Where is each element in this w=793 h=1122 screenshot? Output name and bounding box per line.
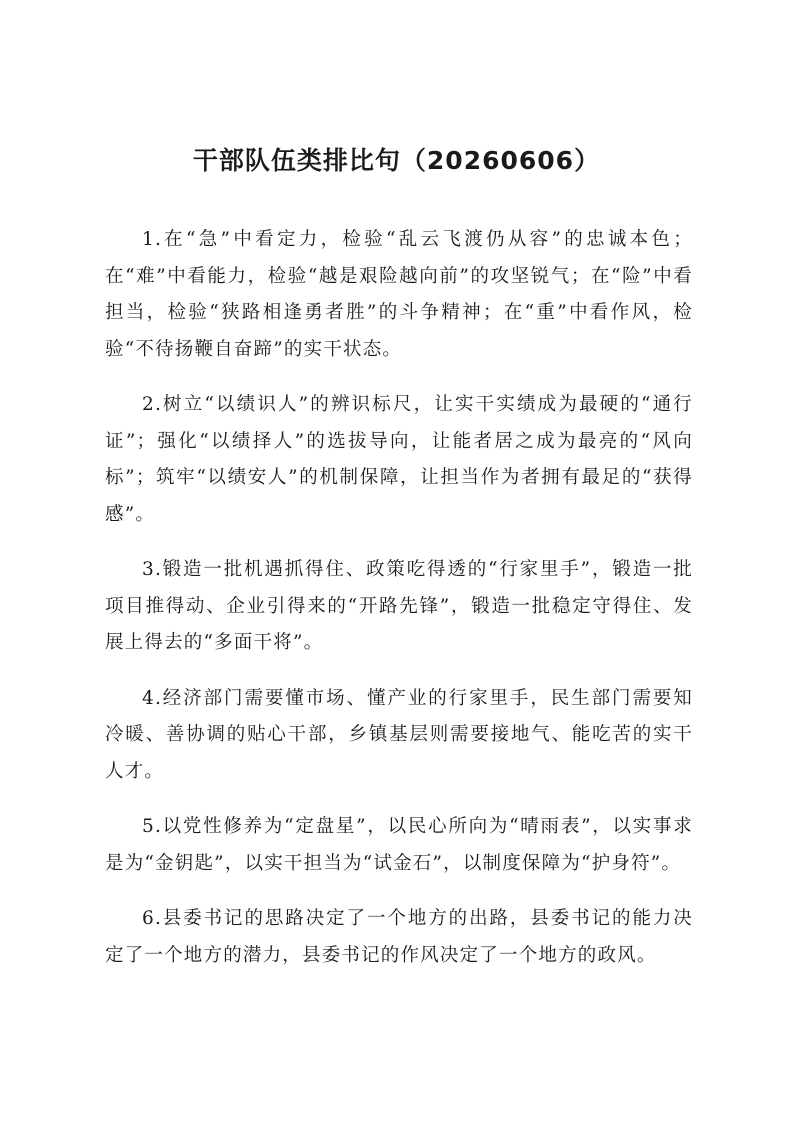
document-title: 干部队伍类排比句（20260606）: [192, 146, 601, 175]
document-body: [105, 222, 693, 993]
paragraph-1: 1.在“急”中看定力，检验“乱云飞渡仍从容”的忠诚本色；在“难”中看能力，检验“越是艰险越向前”的攻坚锐气；在“险”中看担当，检验“狭路相逢勇者胜”的斗争精神；在“重”中看作风，检验“不待扬鞭自奋蹄”的实干状态。: [105, 229, 693, 360]
paragraph-3: 3.锻造一批机遇抓得住、政策吃得透的“行家里手”，锻造一批项目推得动、企业引得来的“开路先锋”，锻造一批稳定守得住、发展上得去的“多面干将”。: [105, 559, 693, 653]
paragraph-4: 4.经济部门需要懂市场、懂产业的行家里手，民生部门需要知冷暖、善协调的贴心干部，乡镇基层则需要接地气、能吃苦的实干人才。: [105, 687, 693, 782]
paragraph-6: 6.县委书记的思路决定了一个地方的出路，县委书记的能力决定了一个地方的潜力，县委书记的作风决定了一个地方的政风。: [105, 908, 693, 966]
paragraph-2: 2.树立“以绩识人”的辨识标尺，让实干实绩成为最硬的“通行证”；强化“以绩择人”的选拔导向，让能者居之成为最亮的“风向标”；筑牢“以绩安人”的机制保障，让担当作为者拥有最足的“获得感”。: [105, 394, 693, 525]
paragraph-5: 5.以党性修养为“定盘星”，以民心所向为“晴雨表”，以实事求是为“金钥匙”，以实干担当为“试金石”，以制度保障为“护身符”。: [105, 816, 693, 874]
